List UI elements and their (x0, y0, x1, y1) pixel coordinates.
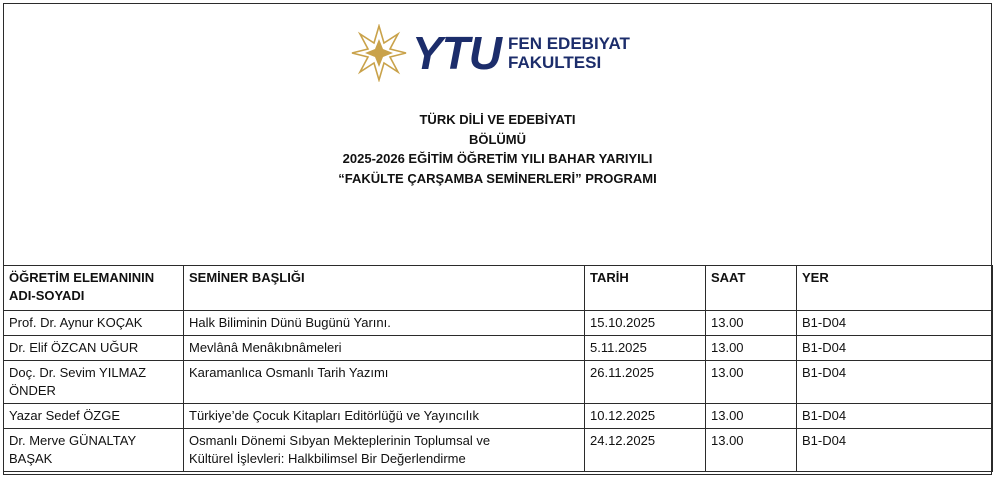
instructor-line1: Prof. Dr. Aynur KOÇAK (9, 315, 143, 330)
title-term: 2025-2026 EĞİTİM ÖĞRETİM YILI BAHAR YARIYILI (342, 151, 653, 166)
cell-instructor (4, 361, 184, 404)
cell-time: 13.00 (706, 361, 797, 404)
seminar-title-line1: Halk Biliminin Dünü Bugünü Yarını. (189, 315, 391, 330)
cell-place: B1-D04 (797, 404, 993, 429)
cell-place: B1-D04 (797, 429, 993, 472)
cell-date: 10.12.2025 (585, 404, 706, 429)
instructor-line1: Dr. Merve GÜNALTAY (9, 433, 137, 448)
faculty-logo (350, 24, 650, 90)
instructor-line1: Dr. Elif ÖZCAN UĞUR (9, 340, 139, 355)
table-row (4, 336, 993, 361)
cell-date: 15.10.2025 (585, 311, 706, 336)
cell-seminar-title (184, 336, 585, 361)
logo-ytu-text: YTU (412, 27, 501, 79)
cell-instructor (4, 311, 184, 336)
table-row (4, 311, 993, 336)
title-department: TÜRK DİLİ VE EDEBİYATI (419, 112, 576, 127)
table-row (4, 361, 993, 404)
seminar-schedule-table (3, 265, 993, 472)
logo-faculty-line2: FAKULTESI (508, 53, 602, 72)
cell-time: 13.00 (706, 336, 797, 361)
document-title (4, 110, 991, 188)
seminar-title-line1: Karamanlıca Osmanlı Tarih Yazımı (189, 365, 389, 380)
seminar-title-line1: Osmanlı Dönemi Sıbyan Mekteplerinin Toplumsal ve (189, 433, 491, 448)
cell-seminar-title (184, 361, 585, 404)
cell-instructor (4, 429, 184, 472)
logo-faculty-line1: FEN EDEBIYAT (508, 34, 630, 53)
table-row (4, 429, 993, 472)
table-header-row (4, 266, 993, 311)
cell-date: 24.12.2025 (585, 429, 706, 472)
instructor-line2: ÖNDER (9, 383, 56, 398)
document-header (4, 4, 991, 266)
header-seminar-title: SEMİNER BAŞLIĞI (184, 266, 585, 311)
header-date: TARİH (585, 266, 706, 311)
header-place: YER (797, 266, 993, 311)
title-program: “FAKÜLTE ÇARŞAMBA SEMİNERLERİ” PROGRAMI (338, 170, 657, 186)
instructor-line2: BAŞAK (9, 451, 53, 466)
cell-time: 13.00 (706, 404, 797, 429)
header-time: SAAT (706, 266, 797, 311)
cell-seminar-title (184, 404, 585, 429)
seminar-title-line2: Kültürel İşlevleri: Halkbilimsel Bir Değerlendirme (189, 451, 466, 466)
cell-time: 13.00 (706, 429, 797, 472)
cell-seminar-title (184, 429, 585, 472)
seminar-title-line1: Mevlânâ Menâkıbnâmeleri (189, 340, 342, 355)
cell-place: B1-D04 (797, 336, 993, 361)
header-instructor (4, 266, 184, 311)
ytu-star-icon (350, 24, 408, 82)
cell-date: 5.11.2025 (585, 336, 706, 361)
title-section: BÖLÜMÜ (468, 131, 527, 147)
cell-instructor (4, 404, 184, 429)
seminar-title-line1: Türkiye’de Çocuk Kitapları Editörlüğü ve Yayıncılık (189, 408, 479, 423)
instructor-line1: Yazar Sedef ÖZGE (9, 408, 121, 423)
logo-faculty-name (508, 34, 630, 72)
cell-date: 26.11.2025 (585, 361, 706, 404)
instructor-line1: Doç. Dr. Sevim YILMAZ (9, 365, 147, 380)
cell-time: 13.00 (706, 311, 797, 336)
table-row (4, 404, 993, 429)
cell-instructor (4, 336, 184, 361)
cell-seminar-title (184, 311, 585, 336)
header-instructor-line2: ADI-SOYADI (9, 288, 85, 303)
header-instructor-line1: ÖĞRETİM ELEMANININ (9, 270, 155, 285)
cell-place: B1-D04 (797, 311, 993, 336)
cell-place: B1-D04 (797, 361, 993, 404)
